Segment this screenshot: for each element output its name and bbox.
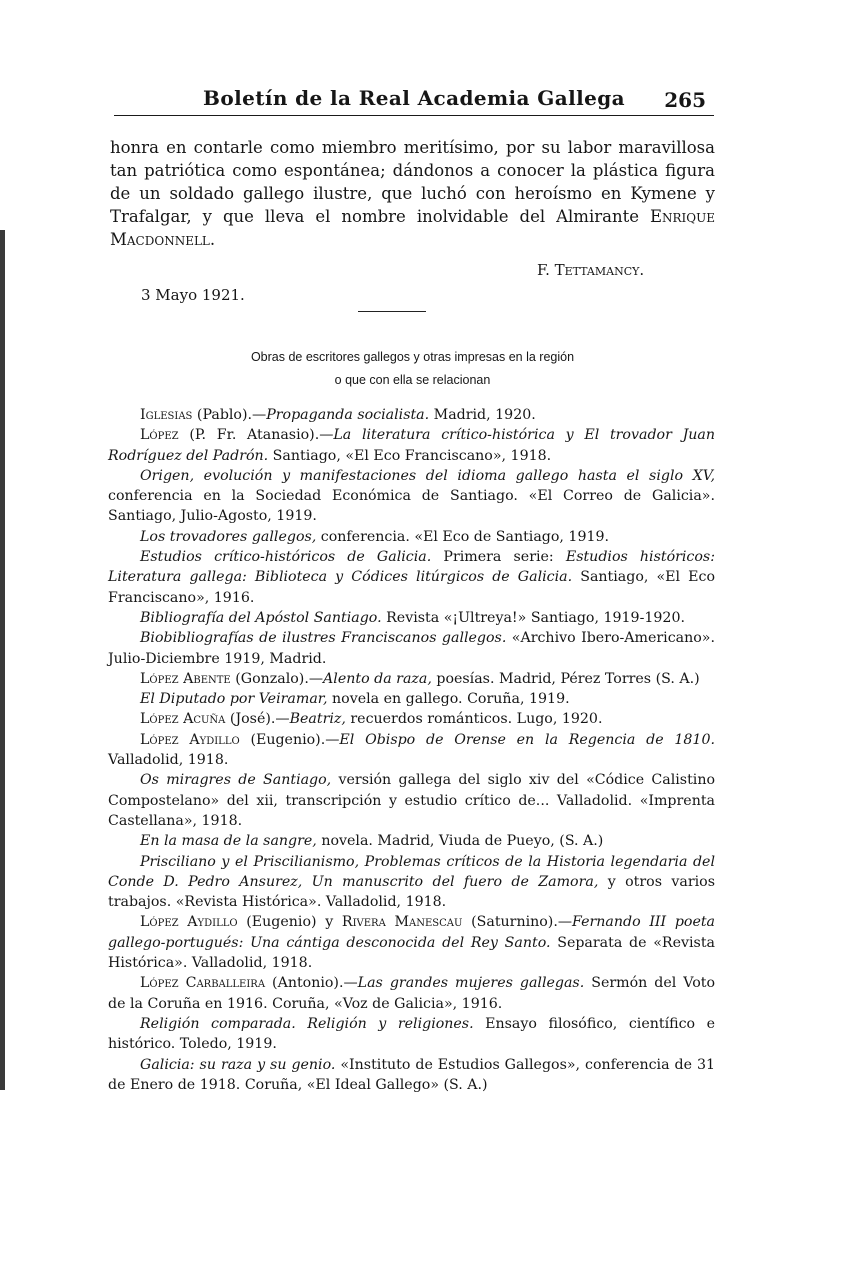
entry-details: conferencia en la Sociedad Económica de Santiago. «El Correo de Galicia». Santiago, Julio-Agosto, 1919. bbox=[108, 488, 715, 525]
entry-details: recuerdos románticos. Lugo, 1920. bbox=[345, 711, 603, 728]
entry-author-detail: (Eugenio).— bbox=[239, 731, 340, 748]
entry-author-detail: (Gonzalo).— bbox=[230, 670, 324, 687]
entry-title: Estudios crítico-históricos de Galicia. bbox=[140, 549, 432, 566]
signature-end: . bbox=[639, 261, 645, 279]
page-number: 265 bbox=[664, 88, 706, 112]
entry-author: López Aydillo bbox=[140, 914, 238, 931]
entry-author-detail: (José).— bbox=[225, 711, 290, 728]
entry-title: El Diputado por Veiramar, bbox=[140, 691, 328, 708]
entry-details: Ensayo filosófico, científico e histórico. Toledo, 1919. bbox=[108, 1015, 715, 1053]
signature-surname: Tettamancy bbox=[554, 261, 640, 279]
opening-paragraph bbox=[110, 136, 715, 251]
bibliography-entry bbox=[108, 1014, 715, 1055]
entry-details: Madrid, 1920. bbox=[429, 407, 536, 423]
entry-details: versión gallega del siglo xiv del «Códice Calistino Compostelano» del xii, transcripción y estudio crítico de... Valladolid. «Imprenta Castellana», 1918. bbox=[108, 772, 715, 829]
bibliography-entry bbox=[108, 1055, 715, 1096]
bibliography-entry bbox=[108, 852, 715, 913]
entry-details: Revista «¡Ultreya!» Santiago, 1919-1920. bbox=[381, 609, 685, 626]
bibliography-entry bbox=[108, 466, 715, 527]
entry-publication: Santiago, «El Eco Franciscano», 1916. bbox=[108, 569, 715, 606]
entry-title: Origen, evolución y manifestaciones del idioma gallego hasta el siglo XV, bbox=[140, 467, 715, 484]
signature bbox=[537, 261, 644, 279]
entry-author-detail: (Antonio).— bbox=[265, 975, 358, 992]
bibliography-entry bbox=[108, 527, 715, 547]
entry-subtitle: Estudios históricos: Literatura gallega: Biblioteca y Códices litúrgicos de Galicia. bbox=[108, 549, 715, 586]
bibliography-entry bbox=[108, 689, 715, 709]
entry-details: Sermón del Voto de la Coruña en 1916. Coruña, «Voz de Galicia», 1916. bbox=[108, 975, 715, 1012]
entry-title: La literatura crítico-histórica y El trovador Juan Rodríguez del Padrón. bbox=[108, 427, 715, 464]
entry-coauthor: Rivera Manescau bbox=[341, 914, 463, 931]
entry-details: Valladolid, 1918. bbox=[108, 752, 229, 769]
binding-edge-shadow bbox=[0, 230, 5, 1090]
entry-details: «Instituto de Estudios Gallegos», conferencia de 31 de Enero de 1918. Coruña, «El Ideal Gallego» (S. A.) bbox=[108, 1056, 716, 1093]
entry-title: Propaganda socialista. bbox=[266, 407, 430, 423]
entry-details: poesías. Madrid, Pérez Torres (S. A.) bbox=[431, 670, 700, 687]
bibliography-entry bbox=[108, 669, 715, 689]
entry-title: En la masa de la sangre, bbox=[140, 833, 317, 850]
section-title-line-1: Obras de escritores gallegos y otras impresas en la región bbox=[250, 350, 575, 364]
entry-title: Os miragres de Santiago, bbox=[140, 772, 332, 789]
bibliography-entry bbox=[108, 831, 715, 851]
entry-details: novela. Madrid, Viuda de Pueyo, (S. A.) bbox=[316, 833, 604, 850]
entry-author: López Aydillo bbox=[140, 731, 240, 748]
bibliography-entry bbox=[108, 425, 715, 466]
section-separator bbox=[358, 311, 426, 312]
entry-title: Beatriz, bbox=[289, 711, 346, 728]
entry-details: Primera serie: bbox=[431, 549, 566, 566]
entry-author-detail: (P. Fr. Atanasio).— bbox=[178, 427, 334, 444]
entry-title: Religión comparada. Religión y religiones. bbox=[140, 1015, 474, 1032]
dateline: 3 Mayo 1921. bbox=[141, 286, 245, 304]
entry-details: y otros varios trabajos. «Revista Histórica». Valladolid, 1918. bbox=[108, 873, 715, 911]
header-rule bbox=[114, 115, 714, 116]
entry-title: El Obispo de Orense en la Regencia de 1810. bbox=[339, 731, 715, 748]
entry-author: Iglesias bbox=[140, 407, 193, 423]
entry-author: López Carballeira bbox=[140, 975, 266, 992]
bibliography-entry bbox=[108, 730, 715, 771]
entry-author: López bbox=[140, 427, 179, 444]
bibliography-entry bbox=[108, 628, 715, 669]
entry-title: Biobibliografías de ilustres Franciscanos gallegos. bbox=[140, 630, 507, 647]
bibliography-entry bbox=[108, 608, 715, 628]
signature-initial: F. bbox=[537, 261, 555, 279]
bibliography-entry bbox=[108, 547, 715, 608]
bibliography-entry bbox=[108, 912, 715, 973]
entry-author: López Acuña bbox=[140, 711, 226, 728]
entry-title: Galicia: su raza y su genio. bbox=[140, 1056, 336, 1073]
opening-paragraph-block bbox=[110, 136, 715, 251]
bibliography-entry bbox=[108, 405, 715, 425]
admiral-name: Enrique Macdonnell bbox=[110, 207, 715, 249]
running-header bbox=[114, 86, 714, 120]
entry-coauthor-detail: (Saturnino).— bbox=[462, 914, 573, 931]
bibliography-list bbox=[108, 405, 715, 1095]
bibliography-entry bbox=[108, 973, 715, 1014]
entry-author: López Abente bbox=[140, 670, 231, 687]
bibliography-entry bbox=[108, 709, 715, 729]
bibliography-entry bbox=[108, 770, 715, 831]
section-title-line-2: o que con ella se relacionan bbox=[334, 373, 491, 387]
entry-details: «Archivo Ibero-Americano». Julio-Diciembre 1919, Madrid. bbox=[108, 630, 715, 667]
journal-title: Boletín de la Real Academia Gallega bbox=[203, 86, 625, 110]
entry-details: novela en gallego. Coruña, 1919. bbox=[327, 691, 570, 708]
entry-details: conferencia. «El Eco de Santiago, 1919. bbox=[316, 528, 610, 545]
entry-details: Separata de «Revista Histórica». Valladolid, 1918. bbox=[108, 934, 715, 972]
entry-author-detail: (Eugenio) y bbox=[237, 914, 342, 931]
entry-title: Prisciliano y el Priscilianismo, Problemas críticos de la Historia legendaria del Conde D. Pedro Ansurez, Un manuscrito del fuero de Zamora, bbox=[108, 853, 715, 890]
opening-text: honra en contarle como miembro meritísimo, por su labor maravillosa tan patriótica como espontánea; dándonos a conocer la plástica figura de un soldado gallego ilustre, que luchó con heroísmo en Kymene y Trafalgar, y que lleva el nombre inolvidable del Almirante bbox=[110, 138, 715, 226]
entry-author-detail: (Pablo).— bbox=[192, 407, 267, 423]
entry-title: Las grandes mujeres gallegas. bbox=[357, 975, 585, 992]
entry-details: Santiago, «El Eco Franciscano», 1918. bbox=[268, 447, 552, 464]
entry-title: Bibliografía del Apóstol Santiago. bbox=[140, 609, 382, 626]
opening-end: . bbox=[209, 230, 216, 249]
entry-title: Fernando III poeta gallego-portugués: Una cántiga desconocida del Rey Santo. bbox=[108, 914, 715, 951]
entry-title: Los trovadores gallegos, bbox=[140, 528, 317, 545]
entry-title: Alento da raza, bbox=[323, 670, 432, 687]
